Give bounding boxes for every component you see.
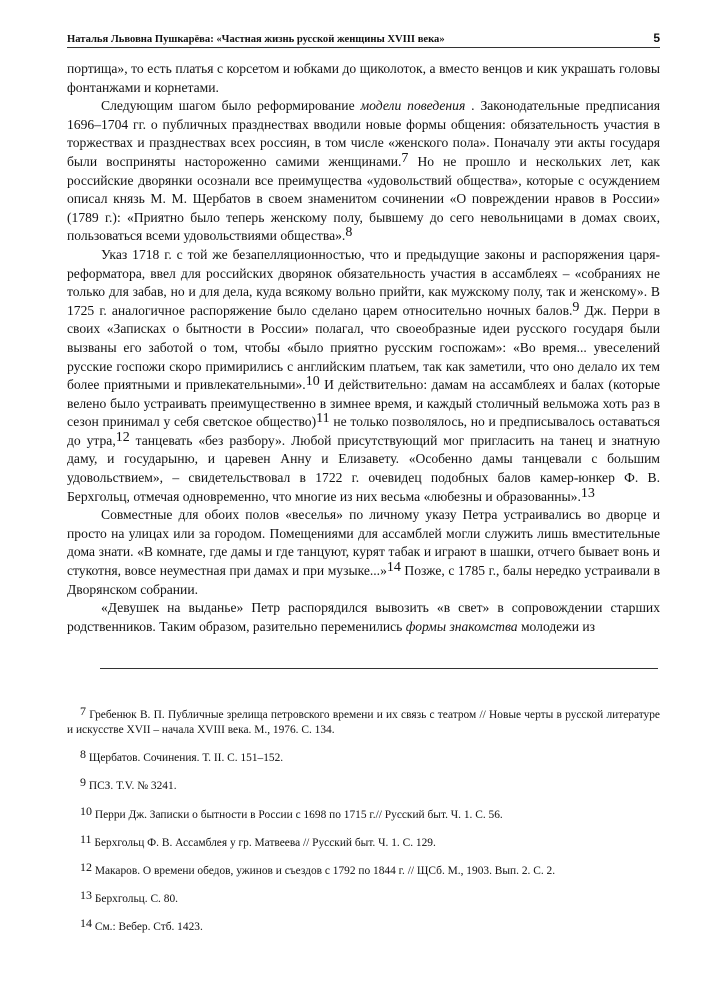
footnote: [67, 888, 660, 907]
page-number: 5: [653, 31, 660, 45]
footnote-number: 10: [80, 803, 92, 818]
footnote-ref[interactable]: 9: [572, 299, 580, 315]
footnote-ref[interactable]: 8: [345, 225, 353, 241]
footnote-number: 11: [80, 831, 92, 846]
paragraph: [67, 599, 660, 636]
footnote-number: 9: [80, 775, 86, 790]
footnote: [67, 916, 660, 935]
running-title: Наталья Львовна Пушкарёва: «Частная жизнь русской женщины XVIII века»: [67, 34, 445, 45]
footnote-text: Берхгольц Ф. В. Ассамблея у гр. Матвеева // Русский быт. Ч. 1. С. 129.: [94, 836, 436, 849]
text-run: Совместные для обоих полов «веселья» по личному указу Петра устраивались во дворце и просто на улицах или за городом. Помещениями для ассамблей могли служить лишь вместительные дома знати. «В комнате, где дамы и где танцуют, курят табак и играют в шашки, отчего бывает вонь и стукотня, вовсе неуместная при дамах и при музыке...»: [67, 507, 660, 579]
text-run: Дж. Перри в своих «Записках о бытности в России» полагал, что своеобразные идеи русского государя были вызваны его заботой о том, чтобы «было приятно русским госпожам»: «Во время... увеселений русские госпожи скоро примирились с английским платьем, так как заметили, что оно делало их тем более приятными и привлекательными».: [67, 302, 660, 393]
paragraph: [67, 97, 660, 246]
text-run: «Девушек на выданье» Петр распорядился вывозить «в свет» в сопровождении старших родственников. Таким образом, разительно переменились: [67, 600, 660, 634]
text-run: портища», то есть платья с корсетом и юбками до щиколоток, а вместо венцов и кик украшать головы фонтанжами и корнетами.: [67, 61, 660, 95]
footnote: [67, 803, 660, 823]
footnote-text: См.: Вебер. Стб. 1423.: [94, 921, 203, 934]
footnote-ref[interactable]: 11: [316, 411, 330, 427]
running-header: [67, 32, 660, 48]
footnote-text: ПСЗ. Т.V. № 3241.: [88, 780, 177, 793]
footnote: [67, 747, 660, 766]
footnote-number: 13: [80, 888, 92, 903]
footnote-ref[interactable]: 13: [580, 485, 595, 501]
footnote-text: Щербатов. Сочинения. Т. II. С. 151–152.: [88, 752, 284, 765]
footnote: [67, 859, 660, 879]
footnote-text: Перри Дж. Записки о бытности в России с 1698 по 1715 г.// Русский быт. Ч. 1. С. 56.: [94, 808, 503, 821]
body-text: [67, 60, 660, 636]
paragraph: [67, 246, 660, 506]
footnote-number: 14: [80, 916, 92, 931]
text-run: не только позволялось, но и предписывалось оставаться до утра,: [67, 414, 660, 448]
footnote-text: Берхгольц. С. 80.: [94, 893, 178, 906]
text-run: . Законодательные предписания 1696–1704 гг. о публичных празднествах вводили новые формы общения: обязательность участия в торжествах и празднествах всех россиян, в том числе «женского пола». Поначалу эти акты государя были восприняты настороженно самими женщинами.: [67, 98, 660, 169]
text-run: И действительно: дамам на ассамблеях и балах (которые велено было устраивать преимущественно в зимнее время, и каждый столичный вельможа хоть раз в сезон принимал у себя светское общество): [67, 377, 660, 430]
footnote-number: 7: [80, 704, 86, 718]
footnote-ref[interactable]: 7: [401, 150, 409, 166]
italic-emphasis: формы знакомства: [405, 618, 518, 634]
footnote-number: 8: [80, 747, 86, 762]
footnote-number: 12: [80, 859, 92, 874]
footnote: [67, 704, 660, 738]
paragraph: [67, 506, 660, 599]
text-run: Позже, с 1785 г., балы нередко устраивали в Дворянском собрании.: [67, 563, 660, 597]
text-run: Указ 1718 г. с той же безапелляционностью, что и предыдущие законы и распоряжения царя-реформатора, ввел для российских дворянок обязательность участия в ассамблеях – «собраниях не только для забав, но и для дела, куда всякому вольно прийти, как мужскому полу, так и женскому». В 1725 г. аналогичное распоряжение было сделано царем относительно ночных балов.: [67, 246, 660, 318]
italic-emphasis: модели поведения: [360, 98, 466, 114]
footnotes: [67, 704, 660, 949]
footnote: [67, 831, 660, 851]
text-run: молодежи из: [517, 618, 596, 634]
footnote-text: Макаров. О времени обедов, ужинов и съездов с 1792 по 1844 г. // ЩСб. М., 1903. Вып. 2. С. 2.: [94, 864, 556, 877]
footnote-text: Гребенюк В. П. Публичные зрелища петровского времени и их связь с театром // Новые черты в русской литературе и искусстве XVII – начала XVIII века. М., 1976. С. 134.: [67, 709, 660, 736]
footnote-separator: [100, 668, 658, 669]
footnote-ref[interactable]: 12: [115, 429, 130, 445]
text-run: танцевать «без разбору». Любой присутствующий мог пригласить на танец и знатную даму, и государыню, и царевен Анну и Елизавету. «Особенно дамы танцевали с большим удовольствием», – свидетельствовал в 1722 г. очевидец подобных балов камер-юнкер Ф. В. Берхгольц, отмечая одновременно, что многие из них весьма «любезны и образованны».: [67, 432, 660, 504]
text-run: Следующим шагом было реформирование: [101, 98, 361, 114]
paragraph: [67, 60, 660, 97]
footnote: [67, 775, 660, 794]
footnote-ref[interactable]: 10: [305, 374, 320, 390]
footnote-ref[interactable]: 14: [386, 560, 401, 576]
text-run: Но не прошло и нескольких лет, как российские дворянки осознали все преимущества «удовольствий общества», которые с осуждением описал князь М. М. Щербатов в своем знаменитом сочинении «О повреждении нравов в России» (1789 г.): «Приятно было теперь женскому полу, бывшему до сего невольницами в домах своих, пользоваться всеми удовольствиями общества».: [67, 153, 660, 244]
